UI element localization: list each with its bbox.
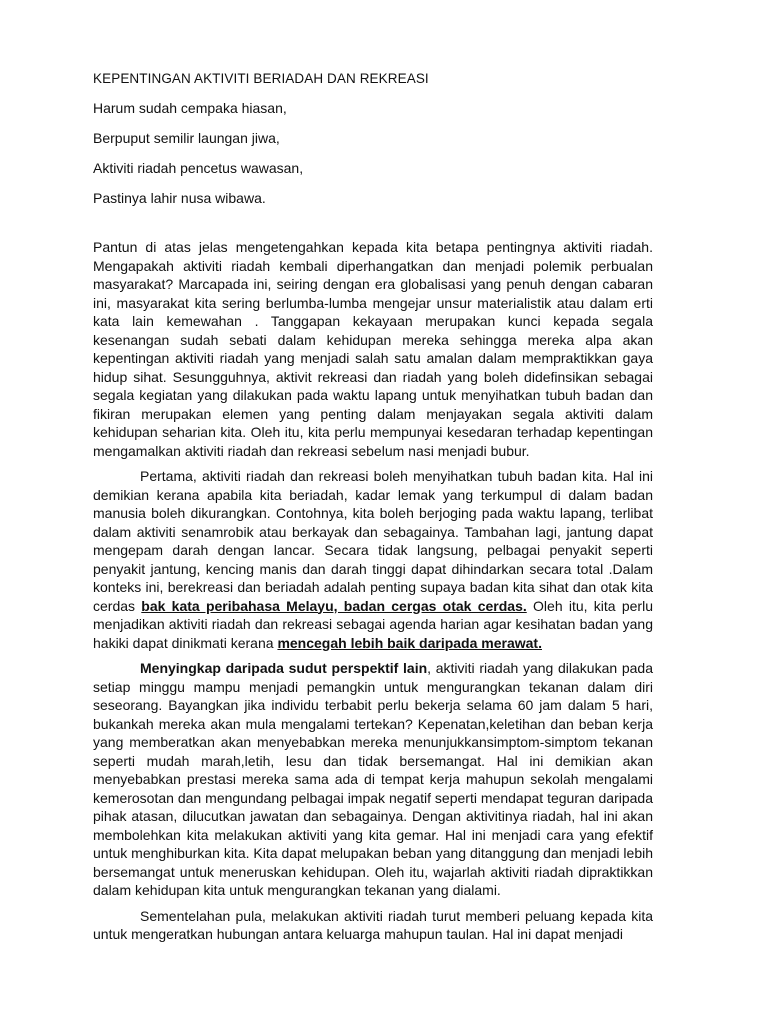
verse-line: Pastinya lahir nusa wibawa. — [93, 190, 266, 206]
body-paragraph-3: Sementelahan pula, melakukan aktiviti riadah turut memberi peluang kepada kita untuk mengeratkan hubungan antara keluarga mahupun taulan. Hal ini dapat menjadi — [93, 907, 653, 942]
paragraph-text: Pertama, aktiviti riadah dan rekreasi boleh menyihatkan tubuh badan kita. Hal ini demikian kerana apabila kita beriadah, kadar lemak yang terkumpul di dalam badan manusia boleh dikurangkan. Contohnya, kita boleh berjoging pada waktu lapang, terlibat dalam aktiviti senamrobik atau berkayak dan sebagainya. Tambahan lagi, jantung dapat mengepam darah dengan lancar. Secara tidak langsung, pelbagai penyakit seperti penyakit jantung, kencing manis dan darah tinggi dapat dihindarkan secara total .Dalam konteks ini, berekreasi dan beriadah adalah penting supaya badan kita sihat dan otak kita cerdas — [93, 468, 653, 614]
essay-body — [93, 238, 653, 944]
verse-line: Harum sudah cempaka hiasan, — [93, 100, 287, 116]
pantun-verse — [93, 99, 303, 219]
document-title: KEPENTINGAN AKTIVITI BERIADAH DAN REKREASI — [93, 71, 429, 86]
body-paragraph-2 — [93, 659, 653, 900]
verse-line: Berpuput semilir laungan jiwa, — [93, 130, 280, 146]
body-paragraph-1 — [93, 467, 653, 652]
verse-line: Aktiviti riadah pencetus wawasan, — [93, 160, 304, 176]
paragraph-text: , aktiviti riadah yang dilakukan pada setiap minggu mampu menjadi pemangkin untuk mengurangkan tekanan dalam diri seseorang. Bayangkan jika individu terbabit perlu bekerja selama 60 jam dalam 5 hari, bukankah mereka akan mula mengalami tertekan? Kepenatan,keletihan dan beban kerja yang memberatkan akan menyebabkan mereka menunjukkansimptom-simptom tekanan seperti mudah marah,letih, lesu dan tidak bersemangat. Hal ini demikian akan menyebabkan prestasi mereka sama ada di tempat kerja mahupun sekolah mengalami kemerosotan dan mengundang pelbagai impak negatif seperti mendapat teguran daripada pihak atasan, dilucutkan jawatan dan sebagainya. Dengan aktivitinya riadah, hal ini akan membolehkan kita melakukan aktiviti yang kita gemar. Hal ini menjadi cara yang efektif untuk menghiburkan kita. Kita dapat melupakan beban yang ditanggung dan menjadi lebih bersemangat untuk meneruskan kehidupan. Oleh itu, wajarlah aktiviti riadah dipraktikkan dalam kehidupan kita untuk mengurangkan tekanan yang dialami. — [93, 660, 653, 898]
peribahasa-underlined: mencegah lebih baik daripada merawat. — [277, 634, 542, 651]
paragraph-text: Oleh itu, kita perlu menjadikan aktiviti riadah dan rekreasi sebagai agenda harian agar kesihatan badan yang hakiki dapat dinikmati kerana — [93, 597, 653, 651]
introduction-paragraph: Pantun di atas jelas mengetengahkan kepada kita betapa pentingnya aktiviti riadah. Mengapakah aktiviti riadah kembali diperhangatkan dan menjadi polemik perbualan masyarakat? Marcapada ini, seiring dengan era globalisasi yang penuh dengan cabaran ini, masyarakat kita sering berlumba-lumba mengejar unsur materialistik atau dalam erti kata lain kemewahan . Tanggapan kekayaan merupakan kunci kepada segala kesenangan sudah sebati dalam kehidupan mereka sehingga mereka alpa akan kepentingan aktiviti riadah yang menjadi salah satu amalan dalam mempraktikkan gaya hidup sihat. Sesungguhnya, aktivit rekreasi dan riadah yang boleh didefinsikan sebagai segala kegiatan yang dilakukan pada waktu lapang untuk menyihatkan tubuh badan dan fikiran merupakan elemen yang penting dalam menjayakan segala aktiviti dalam kehidupan seharian kita. Oleh itu, kita perlu mempunyai kesedaran terhadap kepentingan mengamalkan aktiviti riadah dan rekreasi sebelum nasi menjadi bubur. — [93, 239, 653, 459]
bold-opening-phrase: Menyingkap daripada sudut perspektif lain — [140, 660, 428, 676]
peribahasa-underlined: bak kata peribahasa Melayu, badan cergas otak cerdas. — [141, 597, 527, 614]
